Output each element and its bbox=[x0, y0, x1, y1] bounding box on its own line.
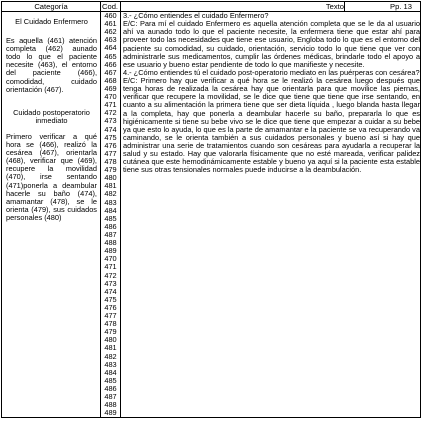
code-number: 480 bbox=[104, 173, 117, 183]
code-number: 470 bbox=[104, 254, 117, 264]
header-categoria: Categoría bbox=[2, 2, 101, 12]
code-number: 479 bbox=[104, 165, 117, 175]
code-number: 487 bbox=[104, 392, 117, 402]
code-number: 469 bbox=[104, 83, 117, 93]
code-number: 466 bbox=[104, 59, 117, 69]
code-number: 482 bbox=[104, 351, 117, 361]
code-number: 470 bbox=[104, 92, 117, 102]
code-number: 464 bbox=[104, 43, 117, 53]
question-3: 3.- ¿Cómo entiendes el cuidado Enfermero? bbox=[123, 11, 269, 20]
code-number: 461 bbox=[104, 19, 117, 29]
code-number: 481 bbox=[104, 181, 117, 191]
category-cell bbox=[2, 12, 101, 418]
question-4: 4.- ¿Cómo entiendes tú el cuidado post-operatorio mediato en las puérperas con cesárea? bbox=[123, 67, 420, 77]
code-number: 478 bbox=[104, 319, 117, 329]
code-number: 474 bbox=[104, 286, 117, 296]
code-number: 487 bbox=[104, 229, 117, 239]
category-title: Cuidado postoperatorio inmediato bbox=[13, 107, 90, 125]
table-header-row bbox=[2, 2, 421, 12]
code-number: 485 bbox=[104, 213, 117, 223]
code-number: 472 bbox=[104, 108, 117, 118]
code-number: 477 bbox=[104, 311, 117, 321]
code-number: 485 bbox=[104, 375, 117, 385]
code-column bbox=[101, 12, 121, 418]
code-number: 488 bbox=[104, 238, 117, 248]
code-number: 489 bbox=[104, 408, 117, 418]
code-number: 473 bbox=[104, 116, 117, 126]
code-number: 478 bbox=[104, 156, 117, 166]
code-number: 482 bbox=[104, 189, 117, 199]
answer-3: E/C: Para mí el cuidado Enfermero es aquella atención completa que se le da al usuario ahí va aunado todo lo que el paciente necesite, la enfermera tiene que estar ahí para proveer todo las necesidades que tiene ese usuario, Engloba todo lo que es el entorno del paciente su comodidad, su cuidado, orientación, servicio todo lo que tiene que ver con administrarle sus medicamentos, cumplir las órdenes médicas, brindarle todo el apoyo a ese usuario y bueno estar pendiente de todo lo que manifieste y necesite. bbox=[123, 19, 420, 69]
code-number: 475 bbox=[104, 294, 117, 304]
code-number: 476 bbox=[104, 140, 117, 150]
answer-4: E/C: Primero hay que verificar a qué hora se le realizó la cesárea luego después que tenga horas de realizada la cesárea hay que orientarla para que movilice las piernas, verificar que recupere la movilidad, se le dice que tiene que tiene que irse sentando, en cuanto a su alimentación la primera tiene que ser dieta líquida , luego blanda hasta llegar a la completa, hay que ponerla a deambular hacerle su baño, prepararla lo que es higiénicamente si tiene su bebe vivo se le dice que tiene que empezar a cuidar a su bebe ya que esto lo ayuda, lo que es la parte de amamantar e la paciente se va recuperando va caminando, se le orienta también a sus cuidados personales y bueno así si hay que administrar una serie de tratamientos cuando son cesáreas para ayudarla a recuperar la salud y su estado. Hay que valorarla físicamente que no esté mareada, verificar palidez cutánea que este hemodinámicamente estable y bueno ya aquí si la paciente esta estable tiene sus otras tensionales normales puede inducirse a la deambulación. bbox=[123, 76, 420, 175]
code-number: 473 bbox=[104, 278, 117, 288]
code-number: 486 bbox=[104, 384, 117, 394]
code-number: 474 bbox=[104, 124, 117, 134]
interview-text-cell bbox=[121, 12, 421, 418]
code-number: 483 bbox=[104, 197, 117, 207]
code-number: 460 bbox=[104, 11, 117, 20]
code-number: 480 bbox=[104, 335, 117, 345]
code-number: 463 bbox=[104, 35, 117, 45]
code-number: 477 bbox=[104, 148, 117, 158]
code-number: 484 bbox=[104, 205, 117, 215]
code-number: 479 bbox=[104, 327, 117, 337]
category-title: El Cuidado Enfermero bbox=[15, 17, 88, 26]
code-number: 468 bbox=[104, 75, 117, 85]
code-number: 484 bbox=[104, 367, 117, 377]
code-number: 483 bbox=[104, 359, 117, 369]
code-number: 462 bbox=[104, 27, 117, 37]
code-number: 476 bbox=[104, 302, 117, 312]
table-body-row bbox=[2, 12, 421, 418]
code-number: 471 bbox=[104, 262, 117, 272]
code-number: 488 bbox=[104, 400, 117, 410]
code-number: 481 bbox=[104, 343, 117, 353]
code-number: 486 bbox=[104, 221, 117, 231]
header-texto: Texto bbox=[121, 2, 345, 12]
code-number: 465 bbox=[104, 51, 117, 61]
category-summary: Es aquella (461) atención completa (462) aunado todo lo que el paciente necesite (463), el entorno del paciente (466), comodidad, cuidado orientación (467). bbox=[6, 36, 97, 94]
code-number: 467 bbox=[104, 67, 117, 77]
code-number: 471 bbox=[104, 100, 117, 110]
code-number: 489 bbox=[104, 246, 117, 256]
coding-table bbox=[1, 1, 421, 418]
header-page: Pp. 13 bbox=[345, 2, 421, 12]
code-number: 472 bbox=[104, 270, 117, 280]
category-summary: Primero verificar a qué hora se (466), realizó la cesárea (467), orientarla (468), verificar que (469), recupere la movilidad (470), irse sentando (471)ponerla a deambular hacerle su baño (474), amamantar (478), se le orienta (479), sus cuidados personales (480) bbox=[6, 131, 97, 222]
code-number: 475 bbox=[104, 132, 117, 142]
header-cod: Cod. bbox=[101, 2, 121, 12]
